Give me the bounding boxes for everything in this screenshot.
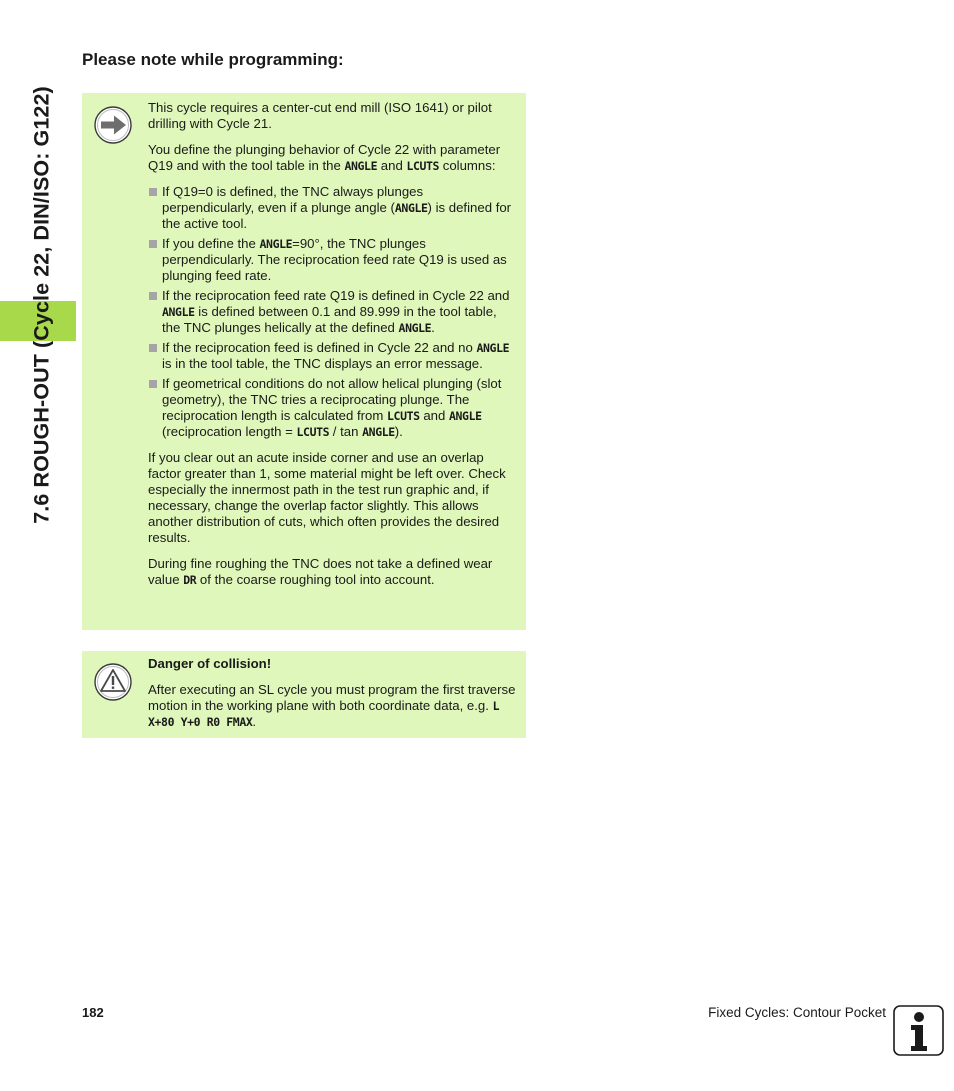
danger-title: Danger of collision! (148, 656, 272, 671)
arrow-right-icon (93, 105, 133, 145)
list-item: If the reciprocation feed is defined in Cycle 22 and no ANGLE is in the tool table, the TNC displays an error message. (148, 340, 516, 372)
note-paragraph: During fine roughing the TNC does not take a defined wear value DR of the coarse roughing tool into account. (148, 556, 493, 587)
list-item: If the reciprocation feed rate Q19 is defined in Cycle 22 and ANGLE is defined between 0.1 and 89.999 in the tool table, the TNC plunges helically at the defined ANGLE. (148, 288, 516, 336)
bullet-square-icon (149, 188, 157, 196)
list-item: If Q19=0 is defined, the TNC always plunges perpendicularly, even if a plunge angle (ANGLE) is defined for the active tool. (148, 184, 516, 232)
danger-box (82, 651, 526, 738)
warning-triangle-icon (93, 662, 133, 702)
note-paragraph: If you clear out an acute inside corner and use an overlap factor greater than 1, some material might be left over. Check especially the innermost path in the test run graphic and, if necessary, change the overlap factor slightly. This allows another distribution of cuts, which often provides the desired results. (148, 450, 506, 545)
bullet-square-icon (149, 344, 157, 352)
bullet-square-icon (149, 240, 157, 248)
page-number: 182 (82, 1005, 104, 1020)
info-icon (893, 1005, 944, 1056)
plunge-rules-list (148, 184, 516, 440)
note-paragraph: This cycle requires a center-cut end mill (ISO 1641) or pilot drilling with Cycle 21. (148, 100, 492, 131)
list-item: If geometrical conditions do not allow helical plunging (slot geometry), the TNC tries a reciprocating plunge. The reciprocation length is calculated from LCUTS and ANGLE (reciprocation length = LCUTS / tan ANGLE). (148, 376, 516, 440)
bullet-square-icon (149, 380, 157, 388)
section-heading: Please note while programming: (82, 50, 344, 69)
bullet-square-icon (149, 292, 157, 300)
danger-text: After executing an SL cycle you must program the first traverse motion in the working plane with both coordinate data, e.g. L X+80 Y+0 R0 FMAX. (148, 682, 516, 729)
note-body (148, 100, 516, 598)
note-box (82, 93, 526, 630)
chapter-side-title: 7.6 ROUGH-OUT (Cycle 22, DIN/ISO: G122) (29, 86, 54, 524)
note-paragraph: You define the plunging behavior of Cycle 22 with parameter Q19 and with the tool table in the ANGLE and LCUTS columns: (148, 142, 501, 173)
danger-body (148, 656, 516, 740)
list-item: If you define the ANGLE=90°, the TNC plunges perpendicularly. The reciprocation feed rate Q19 is used as plunging feed rate. (148, 236, 516, 284)
footer-chapter-title: Fixed Cycles: Contour Pocket (708, 1005, 886, 1020)
